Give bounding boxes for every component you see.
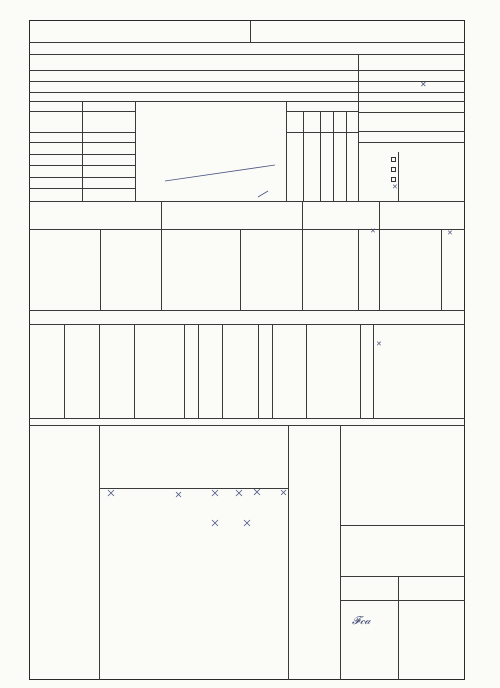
urogenital-normal-mark: ✕ (447, 229, 453, 237)
piel-mark: ✕ (392, 183, 398, 191)
ecg-mark: ✕ (376, 340, 382, 348)
urogenital-mark: ✕ (370, 227, 376, 235)
patient-signature: 𝓕𝒸𝒶 (352, 614, 371, 627)
via-publica-mark: ✕ (420, 80, 427, 89)
